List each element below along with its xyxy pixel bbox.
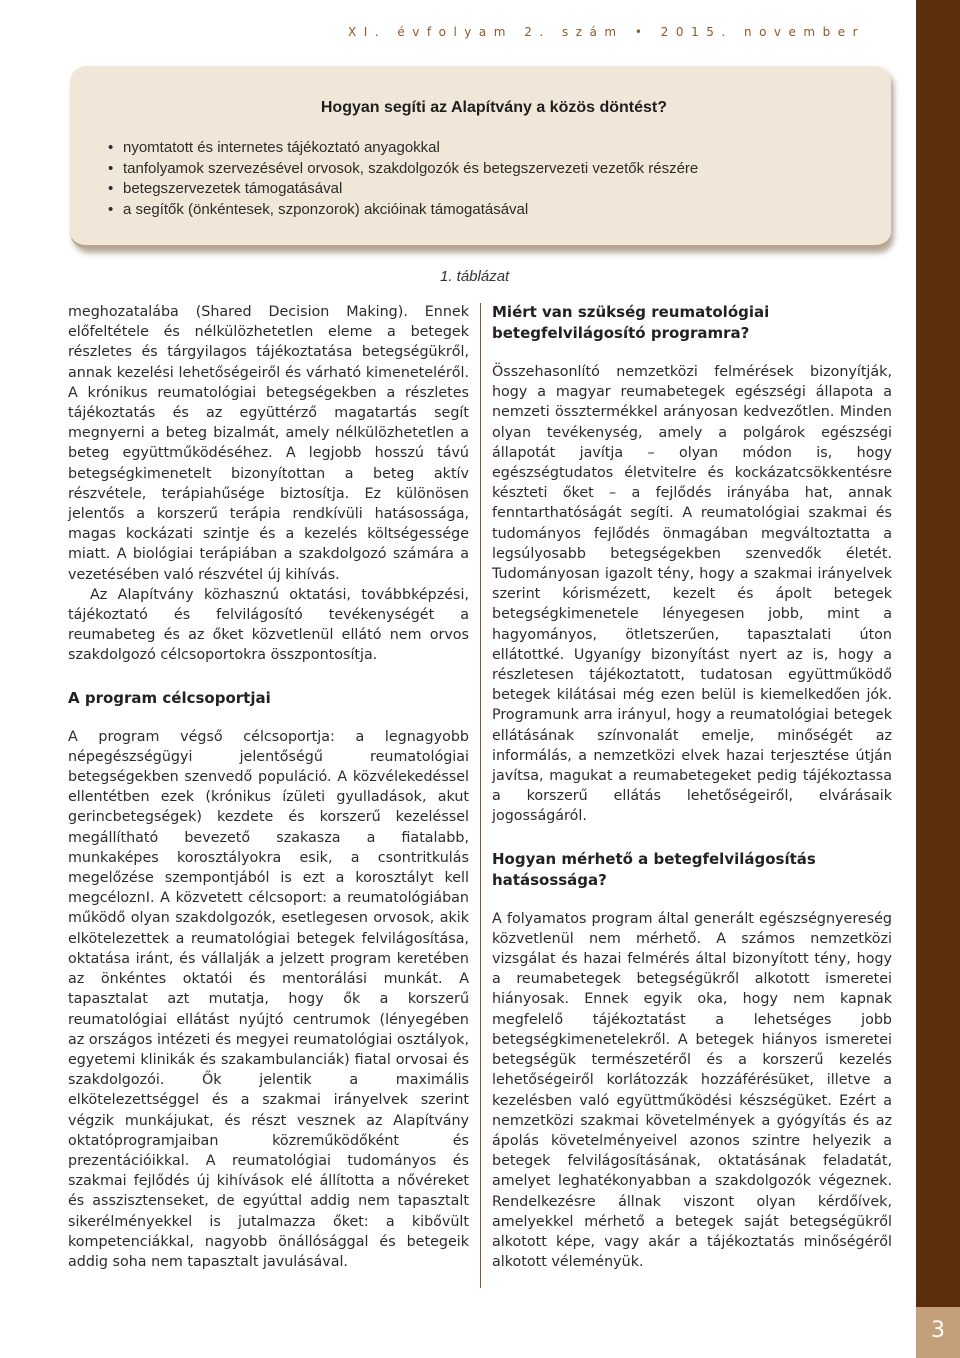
column-divider <box>480 303 481 1288</box>
page-number: 3 <box>931 1318 945 1343</box>
body-paragraph: A program végső célcsoportja: a legnagyobb népegészségügyi jelentőségű reumatológiai betegségekben szenvedő populáció. A közvélekedéssel ellentétben ezek (krónikus ízületi gyulladások, akut gerincbetegségek) kezdete és korszerű kezeléssel megállítható bevezető szakasza a fiatalabb, munkaképes korosztályokra esik, a csontritkulás megelőzése szempontjából is ezt a korosztályt kell megcéloznI. A közvetett célcsoport: a reumatológiában működő olyan szakdolgozók, esetlegesen orvosok, akik elkötelezettek a reumatológiai betegek felvilágosítása, oktatása iránt, és vállalják a jelzett program keretében az önkéntes oktatói és mentorálási munkát. A tapasztalat azt mutatja, hogy ők a korszerű reumatológiai ellátást nyújtó centrumok (lényegében az országos intézeti és megyei reumatológiai osztályok, egyetemi klinikák és szakambulanciák) fiatal orvosai és szakdolgozói. Ők jelentik a maximális elkötelezettséggel és a szakmai irányelvek szerint végzik munkájukat, és részt vesznek az Alapítvány oktatóprogramjaiban közreműködőként és prezentációikkal. A reumatológiai tudományos és szakmai fejlődés új kihívások elé állította a nővéreket és asszisztenseket, de egyúttal addig nem tapasztalt sikerélményekkel is jutalmazza őket: a kibővült kompetenciákkal, nagyobb önállósággal és betegeik addig soha nem tapasztalt javulásával. <box>68 728 469 1270</box>
section-heading: A program célcsoportjai <box>68 688 271 707</box>
section-heading: Miért van szükség reumatológiai betegfelvilágosító programra? <box>492 303 770 342</box>
side-bar <box>916 0 960 1358</box>
body-paragraph: Összehasonlító nemzetközi felmérések bizonyítják, hogy a magyar reumabetegek egészségi állapota a nemzeti össztermékkel arányosan kedvezőtlen. Minden olyan tevékenység, amely a polgárok egészségi állapotát javítja – olyan módon is, hogy egészségtudatos életvitelre és kockázatcsökkentésre készteti őket – a fejlődés irányába hat, annak fenntarthatóságát segíti. A reumatológiai szakmai és tudományos fejlődés önmagában megváltoztatta a legsúlyosabb betegségekben szenvedők életét. Tudományosan igazolt tény, hogy a szakmai irányelvek szerint kórismézett, kezelt és ápolt betegek betegségkimenetele lényegesen jobb, mint a hagyományos, ötletszerűen, tapasztalati úton ellátottké. Ugyanígy bizonyítást nyert az is, hogy a részletesen tájékoztatott, tudatosan együttműködő betegek kilátásai még ezen belül is kiemelkedően jók. Programunk arra irányul, hogy a reumatológiai betegek ellátásának színvonalát emelje, minőségét az informálás, a nemzetközi elvek hazai terjesztése útján javítsa, magukat a reumabetegeket pedig tájékoztassa a korszerű ellátás lehetőségeiről, elvárásaik jogosságáról. <box>492 364 892 825</box>
section-heading: Hogyan mérhető a betegfelvilágosítás hatásossága? <box>492 849 816 889</box>
right-column <box>492 302 892 1272</box>
left-column <box>68 302 469 1272</box>
list-item: • nyomtatott és internetes tájékoztató anyagokkal <box>108 138 698 159</box>
box-list <box>108 138 698 220</box>
table-caption: 1. táblázat <box>440 268 510 285</box>
list-item: • betegszervezetek támogatásával <box>108 179 698 200</box>
body-paragraph: meghozatalába (Shared Decision Making). Ennek előfeltétele és nélkülözhetetlen eleme a betegek részletes és tárgyilagos tájékoztatása betegségükről, annak kezelési lehetőségeiről és várható kimeneteléről. A krónikus reumatológiai betegségekben a részletes tájékoztatás és az együttérző magatartás segít megnyerni a beteg bizalmát, amely nélkülözhetetlen a beteg együttműködéséhez. A legjobb hosszú távú betegségkimenetelt bizonyítottan a beteg aktív részvétele, terápiahűsége biztosítja. Ez különösen jelentős a korszerű terápia rendkívüli hatásossága, magas kockázati szintje és a kezelés költségessége miatt. A biológiai terápiában a szakdolgozó számára a vezetésében való részvétel új kihívás. <box>68 304 469 583</box>
body-paragraph: A folyamatos program által generált egészségnyereség közvetlenül nem mérhető. A számos nemzetközi vizsgálat és hazai felmérés által bizonyított tény, hogy a reumabetegek betegségükről alkotott ismeretei hiányosak. Ennek egyik oka, hogy nem kapnak megfelelő tájékoztatást a lehetséges jobb betegségkimenetelekről. A betegek hiányos ismeretei betegségük természetéről és a korszerű kezelés lehetőségeiről korlátozzák hozzáférésüket, illetve a kezelésben való együttműködési készségüket. Ezért a nemzetközi szakmai követelmények a gyógyítás és az ápolás követelményeivel azonos szintre helyezik a betegek felvilágosításának, oktatásának feladatát, amelyet leghatékonyabban a szakdolgozók végeznek. Rendelkezésre állnak viszont olyan kérdőívek, amelyekkel mérhető a betegek saját betegségükről alkotott képe, vagy akár a tájékoztatás minőségéről alkotott véleményük. <box>492 910 892 1271</box>
list-item: • a segítők (önkéntesek, szponzorok) akcióinak támogatásával <box>108 200 698 221</box>
box-title: Hogyan segíti az Alapítvány a közös döntést? <box>320 99 667 116</box>
list-item: • tanfolyamok szervezésével orvosok, szakdolgozók és betegszervezeti vezetők részére <box>108 159 698 180</box>
issue-header: XI. évfolyam 2. szám • 2015. november <box>348 25 866 39</box>
body-paragraph: Az Alapítvány közhasznú oktatási, továbbképzési, tájékoztató és felvilágosító tevékenységét a reumabeteg és az őket közvetlenül ellátó nem orvos szakdolgozó célcsoportokra összpontosítja. <box>68 586 469 664</box>
info-box <box>70 66 891 248</box>
